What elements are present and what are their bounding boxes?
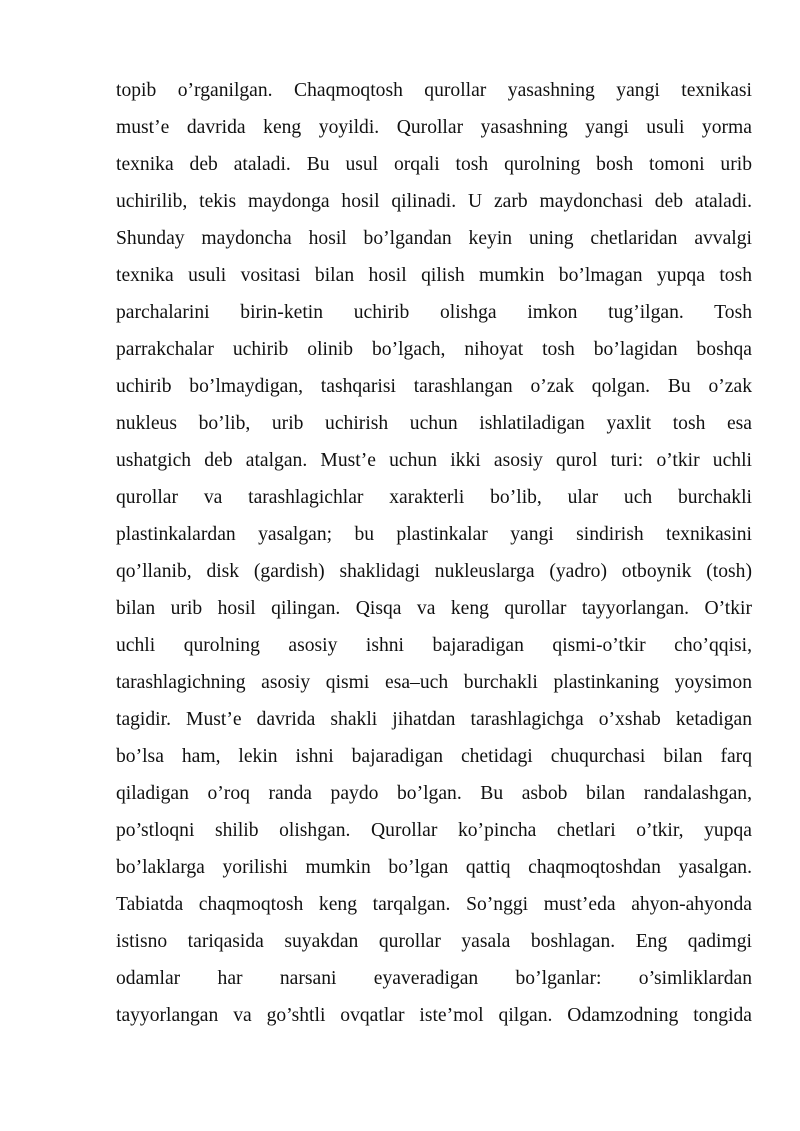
text-line: po’stloqni shilib olishgan. Qurollar ko’pincha chetlari o’tkir, yupqa xyxy=(116,820,752,841)
text-line: bo’lsa ham, lekin ishni bajaradigan chetidagi chuqurchasi bilan farq xyxy=(116,746,752,767)
text-line: tagidir. Must’e davrida shakli jihatdan tarashlagichga o’xshab ketadigan xyxy=(116,709,752,730)
text-line: ushatgich deb atalgan. Must’e uchun ikki asosiy qurol turi: o’tkir uchli xyxy=(116,450,752,471)
text-line: uchirib bo’lmaydigan, tashqarisi tarashlangan o’zak qolgan. Bu o’zak xyxy=(116,376,752,397)
text-line: istisno tariqasida suyakdan qurollar yasala boshlagan. Eng qadimgi xyxy=(116,931,752,952)
body-paragraph xyxy=(116,72,752,1034)
text-line: bilan urib hosil qilingan. Qisqa va keng qurollar tayyorlangan. O’tkir xyxy=(116,598,752,619)
text-line: plastinkalardan yasalgan; bu plastinkalar yangi sindirish texnikasini xyxy=(116,524,752,545)
text-line: texnika usuli vositasi bilan hosil qilish mumkin bo’lmagan yupqa tosh xyxy=(116,265,752,286)
text-line: parchalarini birin-ketin uchirib olishga imkon tug’ilgan. Tosh xyxy=(116,302,752,323)
text-line: nukleus bo’lib, urib uchirish uchun ishlatiladigan yaxlit tosh esa xyxy=(116,413,752,434)
text-line: must’e davrida keng yoyildi. Qurollar yasashning yangi usuli yorma xyxy=(116,117,752,138)
text-line: bo’laklarga yorilishi mumkin bo’lgan qattiq chaqmoqtoshdan yasalgan. xyxy=(116,857,752,878)
text-line: odamlar har narsani eyaveradigan bo’lganlar: o’simliklardan xyxy=(116,968,752,989)
text-line: uchli qurolning asosiy ishni bajaradigan qismi-o’tkir cho’qqisi, xyxy=(116,635,752,656)
text-line: Shunday maydoncha hosil bo’lgandan keyin uning chetlaridan avvalgi xyxy=(116,228,752,249)
text-line: tayyorlangan va go’shtli ovqatlar iste’mol qilgan. Odamzodning tongida xyxy=(116,1005,752,1026)
text-line: qurollar va tarashlagichlar xarakterli bo’lib, ular uch burchakli xyxy=(116,487,752,508)
text-line: uchirilib, tekis maydonga hosil qilinadi. U zarb maydonchasi deb ataladi. xyxy=(116,191,752,212)
text-line: parrakchalar uchirib olinib bo’lgach, nihoyat tosh bo’lagidan boshqa xyxy=(116,339,752,360)
text-line: tarashlagichning asosiy qismi esa–uch burchakli plastinkaning yoysimon xyxy=(116,672,752,693)
text-line: Tabiatda chaqmoqtosh keng tarqalgan. So’nggi must’eda ahyon-ahyonda xyxy=(116,894,752,915)
text-line: qo’llanib, disk (gardish) shaklidagi nukleuslarga (yadro) otboynik (tosh) xyxy=(116,561,752,582)
text-line: qiladigan o’roq randa paydo bo’lgan. Bu asbob bilan randalashgan, xyxy=(116,783,752,804)
text-line: topib o’rganilgan. Chaqmoqtosh qurollar yasashning yangi texnikasi xyxy=(116,80,752,101)
text-line: texnika deb ataladi. Bu usul orqali tosh qurolning bosh tomoni urib xyxy=(116,154,752,175)
